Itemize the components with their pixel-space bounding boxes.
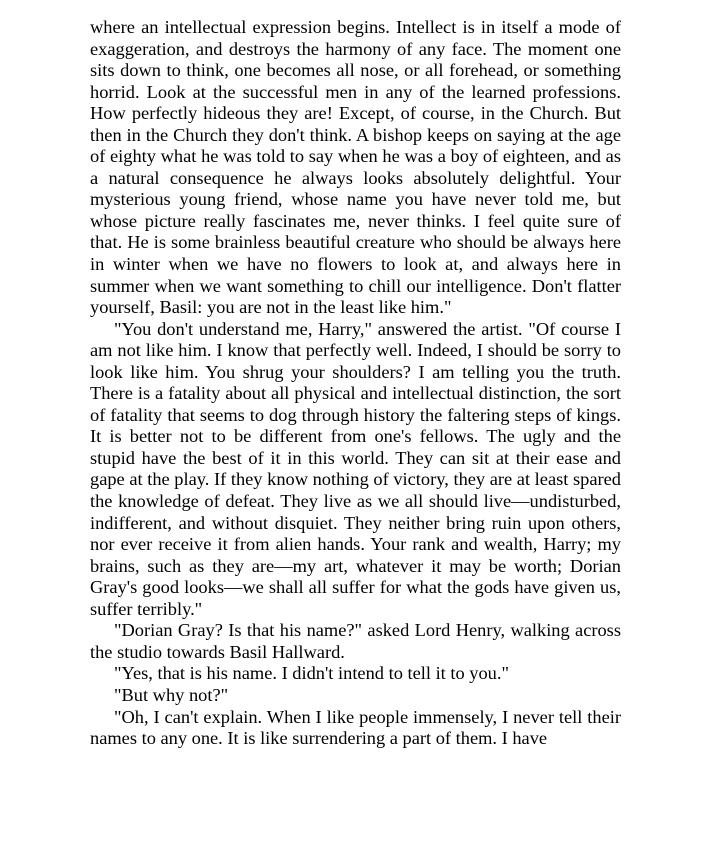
paragraph: "Oh, I can't explain. When I like people immensely, I never tell their names to any one. It is like surrendering a part of them. I have [90,706,621,749]
paragraph: "Yes, that is his name. I didn't intend to tell it to you." [114,663,509,684]
paragraph: "But why not?" [114,684,229,705]
paragraph: "You don't understand me, Harry," answered the artist. "Of course I am not like him. I know that perfectly well. Indeed, I should be sorry to look like him. You shrug your shoulders? I am telling you the truth. There is a fatality about all physical and intellectual distinction, the sort of fatality that seems to dog through history the faltering steps of kings. It is better not to be different from one's fellows. The ugly and the stupid have the best of it in this world. They can sit at their ease and gape at the play. If they know nothing of victory, they are at least spared the knowledge of defeat. They live as we all should live—undisturbed, indifferent, and without disquiet. They neither bring ruin upon others, nor ever receive it from alien hands. Your rank and wealth, Harry; my brains, such as they are—my art, whatever it may be worth; Dorian Gray's good looks—we shall all suffer for what the gods have given us, suffer terribly." [90,318,621,619]
text-column [90,17,621,750]
paragraph: "Dorian Gray? Is that his name?" asked Lord Henry, walking across the studio towards Basil Hallward. [90,620,621,662]
paragraph: where an intellectual expression begins. Intellect is in itself a mode of exaggeration, and destroys the harmony of any face. The moment one sits down to think, one becomes all nose, or all forehead, or something horrid. Look at the successful men in any of the learned professions. How perfectly hideous they are! Except, of course, in the Church. But then in the Church they don't think. A bishop keeps on saying at the age of eighty what he was told to say when he was a boy of eighteen, and as a natural consequence he always looks absolutely delightful. Your mysterious young friend, whose name you have never told me, but whose picture really fascinates me, never thinks. I feel quite sure of that. He is some brainless beautiful creature who should be always here in winter when we have no flowers to look at, and always here in summer when we want something to chill our intelligence. Don't flatter yourself, Basil: you are not in the least like him." [90,17,621,318]
